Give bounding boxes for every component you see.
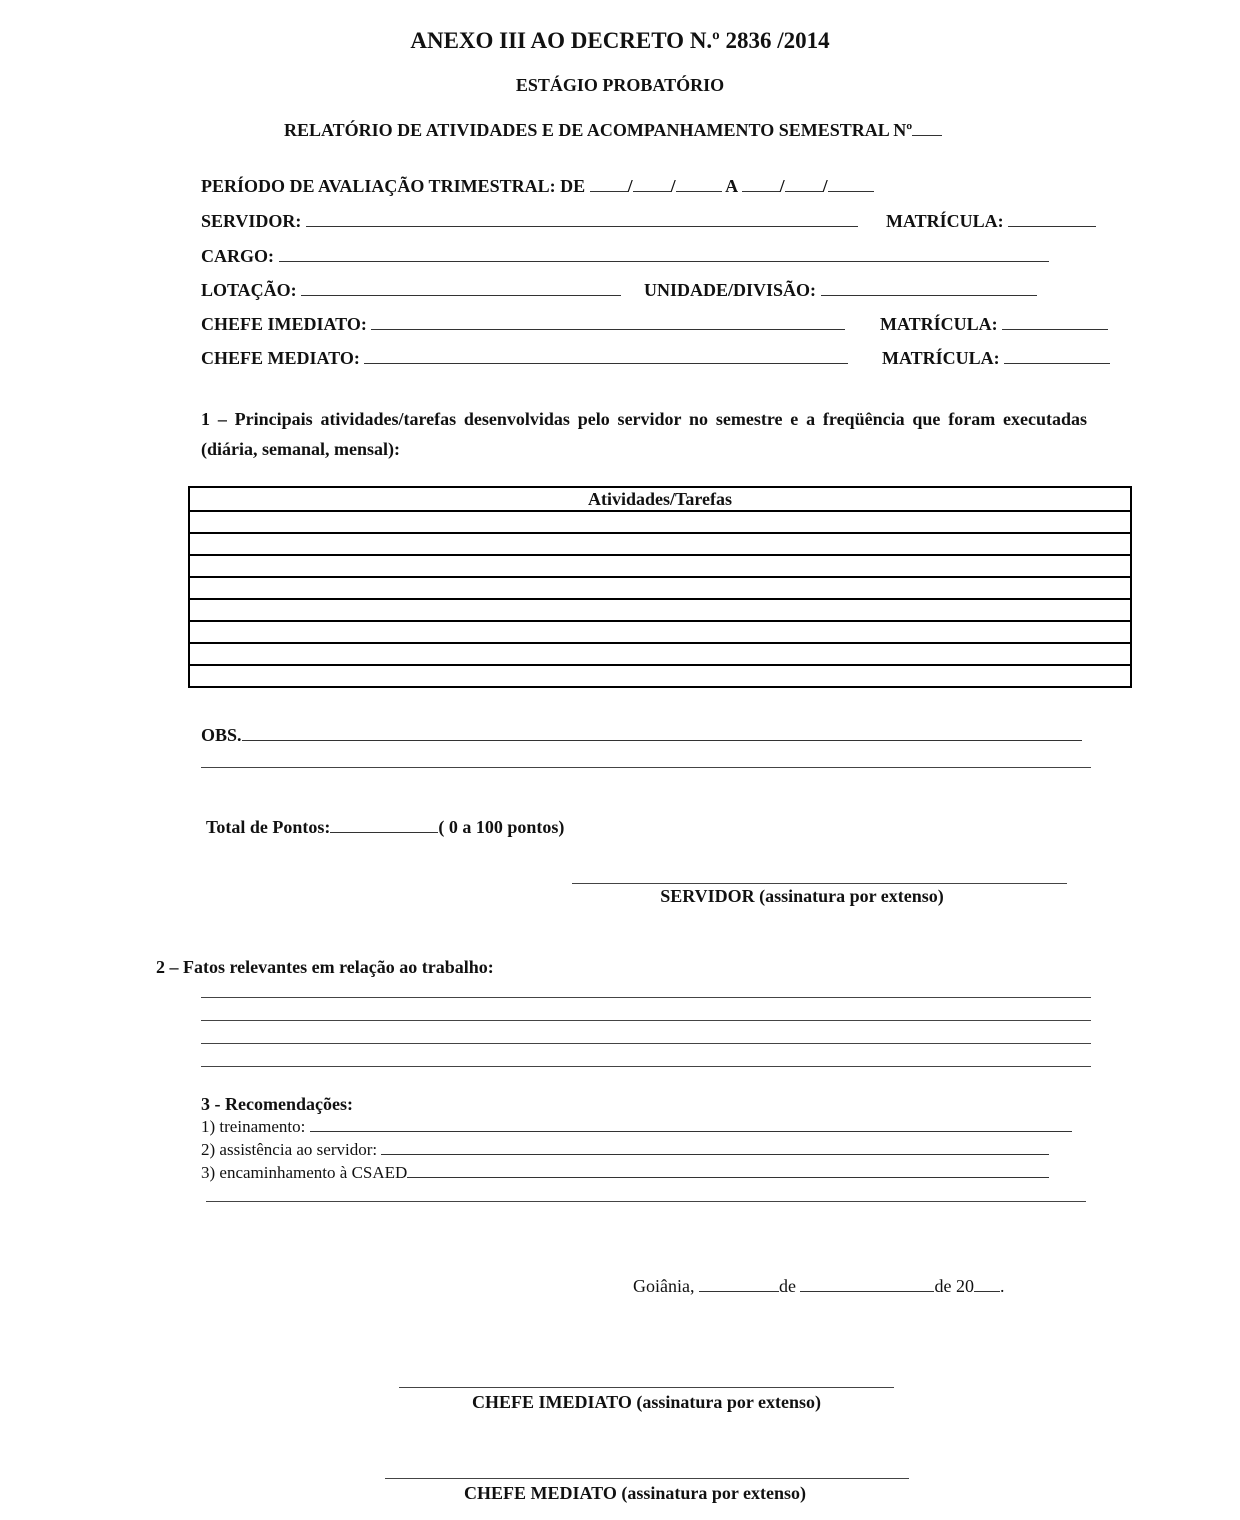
servidor-matricula-field [886, 211, 1096, 232]
table-header-row [189, 487, 1131, 511]
servidor-field [201, 211, 858, 232]
chefe-mediato-matricula-input[interactable] [1004, 348, 1110, 364]
chefe-mediato-signature-line[interactable] [385, 1478, 909, 1479]
date-city: Goiânia, [633, 1276, 695, 1296]
matricula-label: MATRÍCULA: [886, 211, 1004, 231]
chefe-imediato-field [201, 314, 845, 335]
chefe-imediato-label: CHEFE IMEDIATO: [201, 314, 367, 334]
periodo-sep: / [670, 176, 676, 196]
chefe-mediato-field [201, 348, 848, 369]
recommendation-item [201, 1116, 1072, 1137]
chefe-mediato-matricula-field [882, 348, 1110, 369]
report-title [284, 120, 942, 141]
unidade-field [644, 280, 1037, 301]
date-de: de [778, 1276, 796, 1296]
cargo-label: CARGO: [201, 246, 274, 266]
cargo-field [201, 246, 1049, 267]
section1-text: 1 – Principais atividades/tarefas desenvolvidas pelo servidor no semestre e a freqüência que foram executadas (diária, semanal, mensal): [201, 409, 1087, 459]
table-row [189, 621, 1131, 643]
recommendation-item [201, 1139, 1049, 1160]
activity-cell[interactable] [189, 665, 1131, 687]
date-month-input[interactable] [800, 1276, 934, 1292]
chefe-mediato-signature-label: CHEFE MEDIATO (assinatura por extenso) [463, 1483, 807, 1503]
section2-line[interactable] [201, 1043, 1091, 1044]
report-title-text: RELATÓRIO DE ATIVIDADES E DE ACOMPANHAMENTO SEMESTRAL Nº [284, 120, 913, 140]
lotacao-label: LOTAÇÃO: [201, 280, 297, 300]
chefe-imediato-matricula-input[interactable] [1002, 314, 1108, 330]
table-row [189, 643, 1131, 665]
periodo-sep: / [779, 176, 785, 196]
activity-cell[interactable] [189, 511, 1131, 533]
lotacao-input[interactable] [301, 280, 621, 296]
activity-cell[interactable] [189, 599, 1131, 621]
periodo-end-day[interactable] [742, 176, 780, 192]
obs-input-line-2[interactable] [201, 767, 1091, 768]
periodo-start-year[interactable] [676, 176, 722, 192]
activity-cell[interactable] [189, 643, 1131, 665]
activity-cell[interactable] [189, 555, 1131, 577]
section2-line[interactable] [201, 1066, 1091, 1067]
recommendation-assistance-input[interactable] [381, 1139, 1049, 1155]
recommendation-training-input[interactable] [310, 1116, 1072, 1132]
date-year-prefix: de 20 [934, 1276, 974, 1296]
report-number-blank[interactable] [912, 120, 942, 136]
unidade-input[interactable] [821, 280, 1037, 296]
periodo-field [201, 176, 874, 197]
points-input[interactable] [330, 817, 438, 833]
periodo-end-month[interactable] [785, 176, 823, 192]
table-row [189, 533, 1131, 555]
matricula-label: MATRÍCULA: [880, 314, 998, 334]
date-year-input[interactable] [974, 1276, 1000, 1292]
periodo-sep: / [627, 176, 633, 196]
servidor-label: SERVIDOR: [201, 211, 302, 231]
chefe-mediato-input[interactable] [364, 348, 848, 364]
activity-cell[interactable] [189, 577, 1131, 599]
table-row [189, 577, 1131, 599]
servidor-signature-label: SERVIDOR (assinatura por extenso) [660, 886, 944, 906]
chefe-imediato-signature-label: CHEFE IMEDIATO (assinatura por extenso) [471, 1392, 822, 1412]
section2-line[interactable] [201, 997, 1091, 998]
obs-label: OBS. [201, 725, 242, 745]
servidor-signature-line[interactable] [572, 883, 1067, 884]
points-range: ( 0 a 100 pontos) [438, 817, 565, 837]
section3-title: 3 - Recomendações: [201, 1094, 353, 1114]
recommendation-label: 3) encaminhamento à CSAED [201, 1163, 408, 1182]
chefe-mediato-label: CHEFE MEDIATO: [201, 348, 360, 368]
table-header: Atividades/Tarefas [189, 487, 1131, 511]
activity-cell[interactable] [189, 621, 1131, 643]
lotacao-field [201, 280, 621, 301]
document-subtitle: ESTÁGIO PROBATÓRIO [515, 75, 725, 95]
periodo-label: PERÍODO DE AVALIAÇÃO TRIMESTRAL: DE [201, 176, 586, 196]
periodo-sep: / [822, 176, 828, 196]
periodo-end-year[interactable] [828, 176, 874, 192]
section2-title: 2 – Fatos relevantes em relação ao trabalho: [156, 957, 494, 977]
periodo-start-day[interactable] [590, 176, 628, 192]
recommendation-extra-line[interactable] [206, 1201, 1086, 1202]
recommendation-label: 1) treinamento: [201, 1117, 306, 1136]
servidor-matricula-input[interactable] [1008, 211, 1096, 227]
unidade-label: UNIDADE/DIVISÃO: [644, 280, 817, 300]
table-row [189, 555, 1131, 577]
date-line [633, 1276, 1004, 1297]
obs-field [201, 725, 1082, 746]
periodo-start-month[interactable] [633, 176, 671, 192]
chefe-imediato-signature-line[interactable] [399, 1387, 894, 1388]
obs-input-line-1[interactable] [242, 725, 1082, 741]
points-label: Total de Pontos: [206, 817, 331, 837]
date-day-input[interactable] [699, 1276, 779, 1292]
cargo-input[interactable] [279, 246, 1049, 262]
activity-cell[interactable] [189, 533, 1131, 555]
table-row [189, 599, 1131, 621]
chefe-imediato-input[interactable] [371, 314, 845, 330]
table-row [189, 511, 1131, 533]
servidor-input[interactable] [306, 211, 858, 227]
activities-table [188, 486, 1132, 688]
table-row [189, 665, 1131, 687]
matricula-label: MATRÍCULA: [882, 348, 1000, 368]
recommendation-item [201, 1162, 1049, 1183]
document-title: ANEXO III AO DECRETO N.º 2836 /2014 [410, 28, 830, 53]
chefe-imediato-matricula-field [880, 314, 1108, 335]
recommendation-csaed-input[interactable] [407, 1162, 1049, 1178]
section2-line[interactable] [201, 1020, 1091, 1021]
recommendation-label: 2) assistência ao servidor: [201, 1140, 378, 1159]
date-end: . [999, 1276, 1005, 1296]
periodo-to: A [725, 176, 738, 196]
points-field [206, 817, 564, 838]
